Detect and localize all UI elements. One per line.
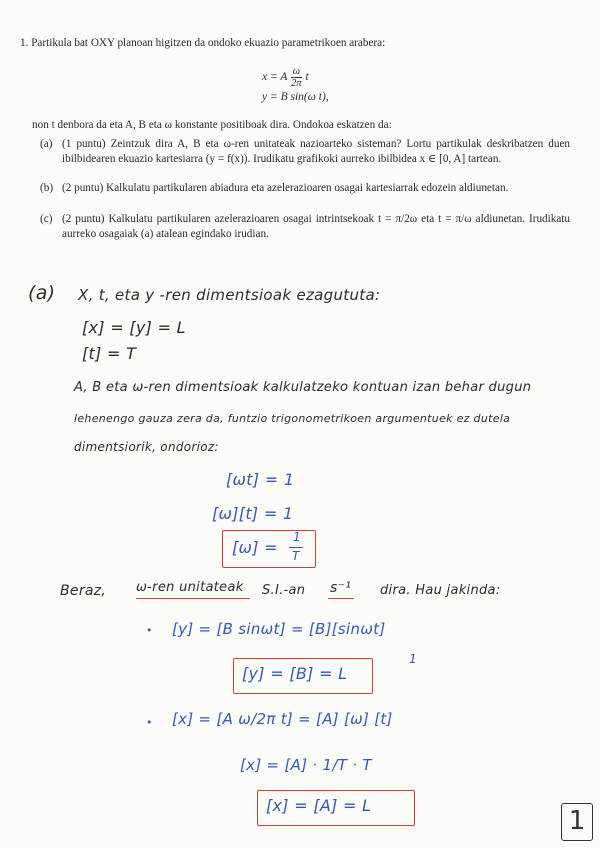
underline-s-inverse <box>328 598 354 599</box>
problem-conditions: non t denbora da eta A, B eta ω konstante positiboak dira. Ondokoa eskatzen da: <box>32 119 392 131</box>
problem-part-c <box>40 212 570 241</box>
solution-line-7a: Beraz, <box>60 583 107 599</box>
solution-line-4: A, B eta ω-ren dimentsioak kalkulatzeko kontuan izan behar dugun <box>74 380 532 395</box>
equation-y: y = B sin(ω t), <box>262 91 329 103</box>
solution-line-3: [t] = T <box>82 344 137 363</box>
equation-x-substitution: [x] = [A] · 1/T · T <box>240 756 372 774</box>
part-text: (2 puntu) Kalkulatu partikularen azelerazioaren osagai intrintsekoak t = π/2ω eta t = π/ω aldiunetan. Irudikatu aurreko osagaiak (a) atalean egindako irudian. <box>62 213 570 240</box>
equation-x-right: t <box>305 71 309 84</box>
equation-omega-denominator: T <box>292 549 300 563</box>
equation-sin-note: 1 <box>409 652 417 666</box>
solution-line-2: [x] = [y] = L <box>82 318 186 337</box>
solution-line-7d: s⁻¹ <box>330 580 352 596</box>
equation-y-result: [y] = [B] = L <box>242 664 348 683</box>
solution-label: (a) <box>28 282 56 304</box>
solution-line-7b: ω-ren unitateak <box>136 580 244 595</box>
equation-x-fraction <box>291 66 302 89</box>
bullet-1: • <box>146 624 153 637</box>
solution-line-1: X, t, eta y -ren dimentsioak ezagututa: <box>78 286 381 304</box>
underline-units <box>136 598 250 599</box>
part-label: (a) <box>40 138 53 150</box>
solution-line-7c: S.I.-an <box>262 583 306 598</box>
part-text: (2 puntu) Kalkulatu partikularen abiadura eta azelerazioaren osagai kartesiarrak edozein aldiunetan. <box>62 182 509 194</box>
part-label: (b) <box>40 182 54 194</box>
equation-x <box>262 66 309 89</box>
solution-line-7e: dira. Hau jakinda: <box>380 583 501 598</box>
equation-x-denominator: 2π <box>291 78 302 89</box>
equation-x-result: [x] = [A] = L <box>266 796 372 815</box>
equation-omega-numerator: 1 <box>293 530 301 544</box>
equation-y-dimension: [y] = [B sinωt] = [B][sinωt] <box>172 620 386 638</box>
fraction-bar <box>289 547 303 548</box>
problem-part-a <box>40 137 570 166</box>
page-number: 1 <box>568 806 586 836</box>
bullet-2: • <box>146 716 153 729</box>
solution-line-6: dimentsiorik, ondorioz: <box>74 440 219 454</box>
equation-x-numerator: ω <box>292 66 301 77</box>
solution-line-5: lehenengo gauza zera da, funtzio trigonometrikoen argumentuek ez dutela <box>74 412 511 425</box>
part-text: (1 puntu) Zeintzuk dira A, B eta ω-ren unitateak nazioarteko sisteman? Lortu partikulak deskribatzen duen ibilbidearen ekuazio kartesiarra (y = f(x)). Irudikatu grafikoki aurreko ibilbidea x ∈ [0, A] tartean. <box>62 138 570 165</box>
problem-part-b <box>40 181 570 196</box>
page-number-box <box>561 803 593 841</box>
equation-x-left: x = A <box>262 71 288 84</box>
equation-x-dimension: [x] = [A ω/2π t] = [A] [ω] [t] <box>172 710 393 728</box>
part-label: (c) <box>40 213 53 225</box>
equation-wt: [ωt] = 1 <box>226 470 295 489</box>
equation-w-t: [ω][t] = 1 <box>212 504 294 523</box>
equation-omega-left: [ω] = <box>232 538 278 557</box>
problem-intro: 1. Partikula bat OXY planoan higitzen da ondoko ekuazio parametrikoen arabera: <box>20 37 386 49</box>
